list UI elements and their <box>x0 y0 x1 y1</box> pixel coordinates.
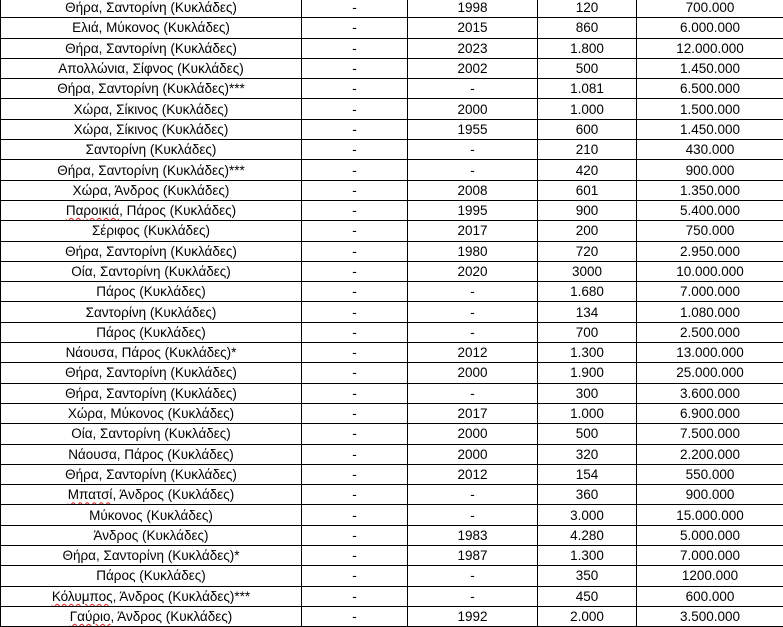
col2-cell: - <box>302 383 408 403</box>
col2-cell: - <box>302 586 408 606</box>
price-cell: 550.000 <box>637 464 783 484</box>
col2-cell: - <box>302 18 408 38</box>
area-cell: 601 <box>538 180 637 200</box>
area-cell: 2.000 <box>538 606 637 626</box>
col2-cell: - <box>302 38 408 58</box>
price-cell: 15.000.000 <box>637 505 783 525</box>
area-cell: 350 <box>538 566 637 586</box>
table-row <box>1 302 783 322</box>
area-cell: 500 <box>538 424 637 444</box>
price-cell: 7.000.000 <box>637 282 783 302</box>
table-row <box>1 485 783 505</box>
year-cell: 2000 <box>408 99 538 119</box>
price-cell: 2.200.000 <box>637 444 783 464</box>
location-cell: Μπατσί, Άνδρος (Κυκλάδες) <box>1 485 302 505</box>
area-cell: 1.000 <box>538 403 637 423</box>
col2-cell: - <box>302 444 408 464</box>
col2-cell: - <box>302 221 408 241</box>
col2-cell: - <box>302 464 408 484</box>
table-row <box>1 241 783 261</box>
col2-cell: - <box>302 140 408 160</box>
area-cell: 154 <box>538 464 637 484</box>
price-cell: 1.080.000 <box>637 302 783 322</box>
area-cell: 1.300 <box>538 343 637 363</box>
year-cell: - <box>408 79 538 99</box>
area-cell: 320 <box>538 444 637 464</box>
location-cell: Θήρα, Σαντορίνη (Κυκλάδες) <box>1 0 302 18</box>
area-cell: 600 <box>538 119 637 139</box>
table-row <box>1 403 783 423</box>
year-cell: 2020 <box>408 261 538 281</box>
location-cell: Άνδρος (Κυκλάδες) <box>1 525 302 545</box>
table-row <box>1 322 783 342</box>
year-cell: 1998 <box>408 0 538 18</box>
location-cell: Απολλώνια, Σίφνος (Κυκλάδες) <box>1 58 302 78</box>
location-cell: Κόλυμπος, Άνδρος (Κυκλάδες)*** <box>1 586 302 606</box>
location-cell: Σαντορίνη (Κυκλάδες) <box>1 302 302 322</box>
col2-cell: - <box>302 424 408 444</box>
year-cell: - <box>408 586 538 606</box>
area-cell: 900 <box>538 200 637 220</box>
location-cell: Θήρα, Σαντορίνη (Κυκλάδες) <box>1 363 302 383</box>
year-cell: 2012 <box>408 464 538 484</box>
col2-cell: - <box>302 200 408 220</box>
year-cell: 1987 <box>408 546 538 566</box>
col2-cell: - <box>302 525 408 545</box>
col2-cell: - <box>302 302 408 322</box>
price-cell: 600.000 <box>637 586 783 606</box>
table-row <box>1 261 783 281</box>
price-cell: 7.000.000 <box>637 546 783 566</box>
year-cell: - <box>408 383 538 403</box>
year-cell: 1955 <box>408 119 538 139</box>
year-cell: 1995 <box>408 200 538 220</box>
year-cell: - <box>408 566 538 586</box>
year-cell: 1980 <box>408 241 538 261</box>
year-cell: 2017 <box>408 221 538 241</box>
col2-cell: - <box>302 99 408 119</box>
location-cell: Σαντορίνη (Κυκλάδες) <box>1 140 302 160</box>
area-cell: 1.300 <box>538 546 637 566</box>
location-cell: Θήρα, Σαντορίνη (Κυκλάδες)*** <box>1 160 302 180</box>
table-row <box>1 0 783 18</box>
price-cell: 1.450.000 <box>637 119 783 139</box>
price-cell: 5.400.000 <box>637 200 783 220</box>
price-cell: 750.000 <box>637 221 783 241</box>
table-row <box>1 606 783 626</box>
price-cell: 2.950.000 <box>637 241 783 261</box>
table-row <box>1 140 783 160</box>
area-cell: 500 <box>538 58 637 78</box>
col2-cell: - <box>302 79 408 99</box>
area-cell: 4.280 <box>538 525 637 545</box>
col2-cell: - <box>302 403 408 423</box>
year-cell: 2000 <box>408 363 538 383</box>
year-cell: - <box>408 322 538 342</box>
col2-cell: - <box>302 180 408 200</box>
location-cell: Θήρα, Σαντορίνη (Κυκλάδες) <box>1 38 302 58</box>
table-row <box>1 99 783 119</box>
area-cell: 200 <box>538 221 637 241</box>
location-cell: Γαύριο, Άνδρος (Κυκλάδες) <box>1 606 302 626</box>
location-cell: Ελιά, Μύκονος (Κυκλάδες) <box>1 18 302 38</box>
col2-cell: - <box>302 322 408 342</box>
year-cell: 2000 <box>408 424 538 444</box>
area-cell: 1.081 <box>538 79 637 99</box>
area-cell: 3.000 <box>538 505 637 525</box>
table-row <box>1 424 783 444</box>
table-row <box>1 38 783 58</box>
table-row <box>1 200 783 220</box>
location-cell: Χώρα, Σίκινος (Κυκλάδες) <box>1 99 302 119</box>
location-cell: Θήρα, Σαντορίνη (Κυκλάδες) <box>1 241 302 261</box>
area-cell: 3000 <box>538 261 637 281</box>
price-cell: 3.600.000 <box>637 383 783 403</box>
area-cell: 860 <box>538 18 637 38</box>
price-cell: 1.500.000 <box>637 99 783 119</box>
location-cell: Νάουσα, Πάρος (Κυκλάδες)* <box>1 343 302 363</box>
year-cell: - <box>408 282 538 302</box>
year-cell: - <box>408 485 538 505</box>
table-row <box>1 221 783 241</box>
location-cell: Παροικιά, Πάρος (Κυκλάδες) <box>1 200 302 220</box>
table-row <box>1 525 783 545</box>
table-body <box>1 0 783 627</box>
year-cell: 2002 <box>408 58 538 78</box>
table-row <box>1 18 783 38</box>
table-row <box>1 505 783 525</box>
location-cell: Χώρα, Μύκονος (Κυκλάδες) <box>1 403 302 423</box>
price-cell: 6.500.000 <box>637 79 783 99</box>
location-cell: Χώρα, Άνδρος (Κυκλάδες) <box>1 180 302 200</box>
area-cell: 360 <box>538 485 637 505</box>
price-cell: 700.000 <box>637 0 783 18</box>
year-cell: 2012 <box>408 343 538 363</box>
area-cell: 1.800 <box>538 38 637 58</box>
price-cell: 10.000.000 <box>637 261 783 281</box>
col2-cell: - <box>302 485 408 505</box>
location-cell: Οία, Σαντορίνη (Κυκλάδες) <box>1 424 302 444</box>
price-cell: 25.000.000 <box>637 363 783 383</box>
table-row <box>1 58 783 78</box>
year-cell: - <box>408 160 538 180</box>
location-cell: Θήρα, Σαντορίνη (Κυκλάδες)*** <box>1 79 302 99</box>
price-cell: 6.000.000 <box>637 18 783 38</box>
col2-cell: - <box>302 261 408 281</box>
year-cell: 2015 <box>408 18 538 38</box>
year-cell: 2000 <box>408 444 538 464</box>
area-cell: 1.900 <box>538 363 637 383</box>
location-cell: Χώρα, Σίκινος (Κυκλάδες) <box>1 119 302 139</box>
table-row <box>1 79 783 99</box>
col2-cell: - <box>302 160 408 180</box>
price-cell: 1.350.000 <box>637 180 783 200</box>
location-cell: Οία, Σαντορίνη (Κυκλάδες) <box>1 261 302 281</box>
location-cell: Θήρα, Σαντορίνη (Κυκλάδες)* <box>1 546 302 566</box>
area-cell: 700 <box>538 322 637 342</box>
price-cell: 13.000.000 <box>637 343 783 363</box>
area-cell: 450 <box>538 586 637 606</box>
price-cell: 900.000 <box>637 160 783 180</box>
col2-cell: - <box>302 0 408 18</box>
col2-cell: - <box>302 505 408 525</box>
area-cell: 120 <box>538 0 637 18</box>
location-cell: Πάρος (Κυκλάδες) <box>1 566 302 586</box>
table-row <box>1 444 783 464</box>
price-cell: 430.000 <box>637 140 783 160</box>
price-cell: 7.500.000 <box>637 424 783 444</box>
table-row <box>1 383 783 403</box>
location-cell: Μύκονος (Κυκλάδες) <box>1 505 302 525</box>
area-cell: 1.680 <box>538 282 637 302</box>
table-row <box>1 586 783 606</box>
price-cell: 1200.000 <box>637 566 783 586</box>
year-cell: - <box>408 140 538 160</box>
col2-cell: - <box>302 606 408 626</box>
area-cell: 1.000 <box>538 99 637 119</box>
table-row <box>1 343 783 363</box>
table-row <box>1 160 783 180</box>
price-cell: 3.500.000 <box>637 606 783 626</box>
col2-cell: - <box>302 566 408 586</box>
year-cell: 2017 <box>408 403 538 423</box>
price-cell: 5.000.000 <box>637 525 783 545</box>
location-cell: Σέριφος (Κυκλάδες) <box>1 221 302 241</box>
price-cell: 12.000.000 <box>637 38 783 58</box>
col2-cell: - <box>302 282 408 302</box>
year-cell: 1983 <box>408 525 538 545</box>
price-cell: 900.000 <box>637 485 783 505</box>
area-cell: 720 <box>538 241 637 261</box>
table-row <box>1 566 783 586</box>
location-cell: Θήρα, Σαντορίνη (Κυκλάδες) <box>1 383 302 403</box>
location-cell: Πάρος (Κυκλάδες) <box>1 282 302 302</box>
area-cell: 300 <box>538 383 637 403</box>
table-row <box>1 119 783 139</box>
year-cell: 2008 <box>408 180 538 200</box>
col2-cell: - <box>302 546 408 566</box>
area-cell: 420 <box>538 160 637 180</box>
col2-cell: - <box>302 343 408 363</box>
col2-cell: - <box>302 363 408 383</box>
area-cell: 134 <box>538 302 637 322</box>
price-cell: 6.900.000 <box>637 403 783 423</box>
table-row <box>1 282 783 302</box>
table-row <box>1 363 783 383</box>
area-cell: 210 <box>538 140 637 160</box>
table-row <box>1 546 783 566</box>
location-cell: Θήρα, Σαντορίνη (Κυκλάδες) <box>1 464 302 484</box>
year-cell: 1992 <box>408 606 538 626</box>
table-row <box>1 464 783 484</box>
price-cell: 1.450.000 <box>637 58 783 78</box>
location-cell: Νάουσα, Πάρος (Κυκλάδες) <box>1 444 302 464</box>
col2-cell: - <box>302 119 408 139</box>
table-row <box>1 180 783 200</box>
year-cell: - <box>408 505 538 525</box>
price-cell: 2.500.000 <box>637 322 783 342</box>
year-cell: - <box>408 302 538 322</box>
col2-cell: - <box>302 58 408 78</box>
col2-cell: - <box>302 241 408 261</box>
year-cell: 2023 <box>408 38 538 58</box>
location-cell: Πάρος (Κυκλάδες) <box>1 322 302 342</box>
